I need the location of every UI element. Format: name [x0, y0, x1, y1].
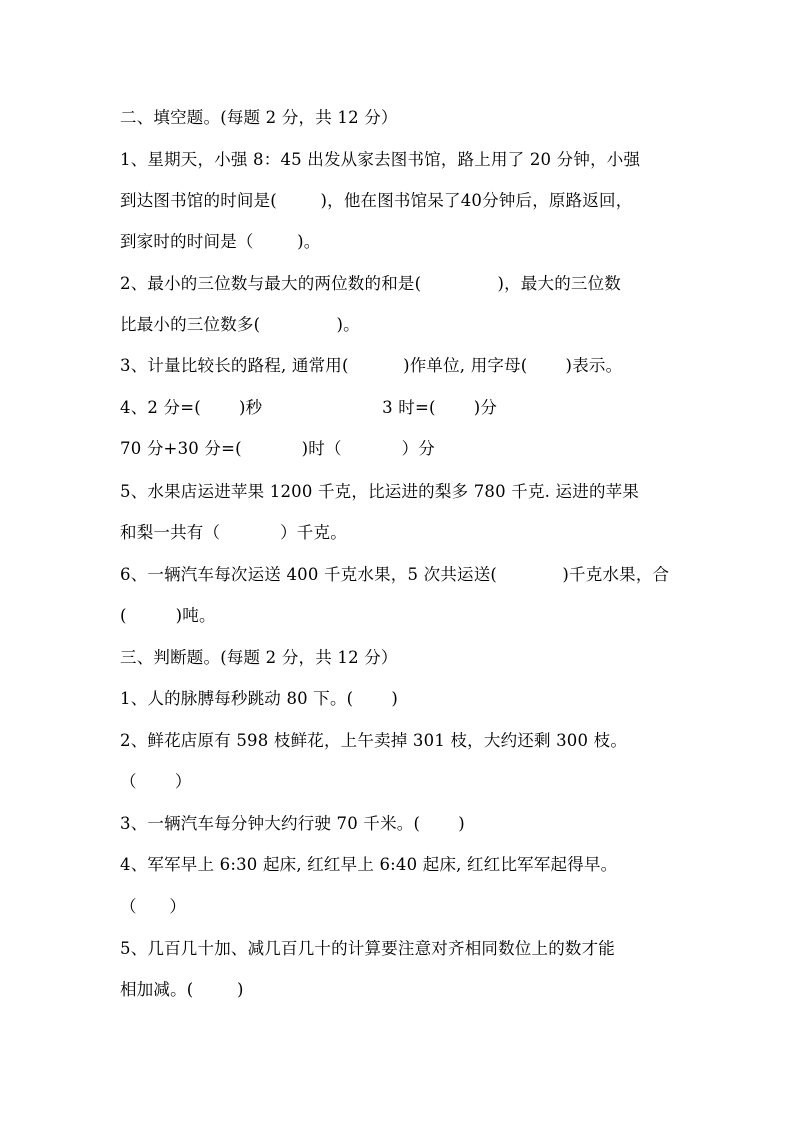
judge-q2-line2: （ ） [120, 772, 192, 791]
fill-q1-line3: 到家时的时间是（ )。 [120, 232, 321, 251]
fill-q2-line1: 2、最小的三位数与最大的两位数的和是( )，最大的三位数 [120, 274, 622, 293]
judge-q4-line2: （ ） [120, 897, 187, 916]
fill-q1-line1: 1、星期天，小强 8：45 出发从家去图书馆，路上用了 20 分钟，小强 [120, 150, 641, 169]
judge-q5-line1: 5、几百几十加、减几百几十的计算要注意对齐相同数位上的数才能 [120, 939, 615, 958]
judge-q3-line1: 3、一辆汽车每分钟大约行驶 70 千米。( ) [120, 814, 465, 833]
judge-q1-line1: 1、人的脉膊每秒跳动 80 下。( ) [120, 689, 399, 708]
fill-q1-line2: 到达图书馆的时间是( )，他在图书馆呆了40分钟后，原路返回， [120, 191, 633, 210]
fill-q6-line1: 6、一辆汽车每次运送 400 千克水果，5 次共运送( )千克水果，合 [120, 565, 670, 584]
judge-q4-line1: 4、军军早上 6:30 起床, 红红早上 6:40 起床, 红红比军军起得早。 [120, 855, 618, 874]
judge-q5-line2: 相加减。( ) [120, 980, 244, 999]
fill-q5-line1: 5、水果店运进苹果 1200 千克，比运进的梨多 780 千克. 运进的苹果 [120, 482, 640, 501]
fill-q2-line2: 比最小的三位数多( )。 [120, 315, 360, 334]
fill-q4-line2: 70 分+30 分=( )时（ ）分 [120, 439, 435, 458]
judge-q2-line1: 2、鲜花店原有 598 枝鲜花，上午卖掉 301 枝，大约还剩 300 枝。 [120, 731, 628, 750]
fill-q5-line2: 和梨一共有（ ）千克。 [120, 523, 347, 542]
fill-q3-line1: 3、计量比较长的路程, 通常用( )作单位, 用字母( )表示。 [120, 356, 623, 375]
fill-q4-line1: 4、2 分=( )秒 3 时=( )分 [120, 398, 498, 417]
fill-q6-line2: ( )吨。 [120, 606, 216, 625]
fill-section-heading: 二、填空题。(每题 2 分，共 12 分） [120, 108, 398, 127]
judge-section-heading: 三、判断题。(每题 2 分，共 12 分） [120, 648, 398, 667]
